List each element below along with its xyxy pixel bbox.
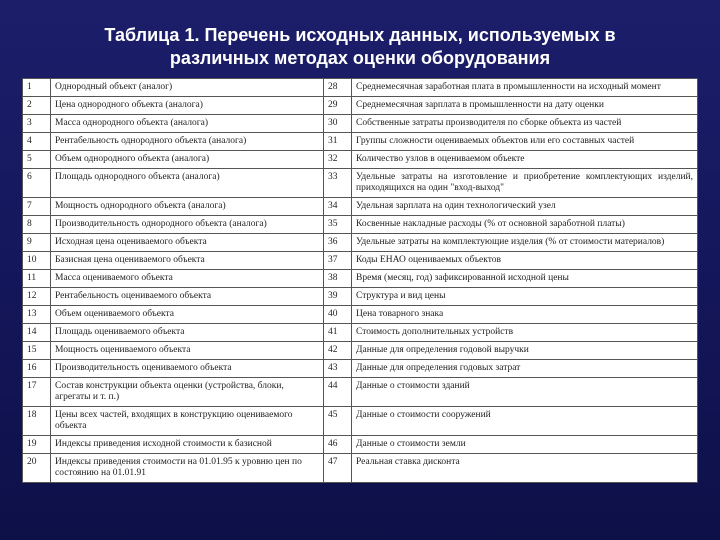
right-row-number: 42: [324, 342, 352, 360]
left-row-number: 9: [23, 234, 51, 252]
left-row-number: 15: [23, 342, 51, 360]
table-row: [23, 270, 698, 288]
left-parameter: Производительность однородного объекта (аналога): [51, 216, 324, 234]
left-row-number: 8: [23, 216, 51, 234]
table-row: [23, 407, 698, 436]
right-parameter: Косвенные накладные расходы (% от основной заработной платы): [352, 216, 698, 234]
left-row-number: 17: [23, 378, 51, 407]
right-parameter: Удельная зарплата на один технологический узел: [352, 198, 698, 216]
left-row-number: 6: [23, 169, 51, 198]
left-row-number: 12: [23, 288, 51, 306]
left-parameter: Базисная цена оцениваемого объекта: [51, 252, 324, 270]
right-parameter: Структура и вид цены: [352, 288, 698, 306]
table-row: [23, 151, 698, 169]
right-parameter: Удельные затраты на изготовление и приобретение комплектующих изделий, приходящихся на один "вход-выход": [352, 169, 698, 198]
table-row: [23, 169, 698, 198]
right-row-number: 39: [324, 288, 352, 306]
right-row-number: 37: [324, 252, 352, 270]
right-parameter: Среднемесячная заработная плата в промышленности на исходный момент: [352, 79, 698, 97]
left-row-number: 16: [23, 360, 51, 378]
left-parameter: Цены всех частей, входящих в конструкцию оцениваемого объекта: [51, 407, 324, 436]
slide-title-line-1: Таблица 1. Перечень исходных данных, используемых в: [104, 25, 616, 45]
table-row: [23, 436, 698, 454]
left-parameter: Индексы приведения стоимости на 01.01.95 к уровню цен по состоянию на 01.01.91: [51, 454, 324, 483]
table-row: [23, 234, 698, 252]
left-parameter: Площадь однородного объекта (аналога): [51, 169, 324, 198]
right-parameter: Данные о стоимости зданий: [352, 378, 698, 407]
left-row-number: 20: [23, 454, 51, 483]
table-row: [23, 198, 698, 216]
left-row-number: 14: [23, 324, 51, 342]
table-row: [23, 454, 698, 483]
right-parameter: Цена товарного знака: [352, 306, 698, 324]
left-parameter: Объем оцениваемого объекта: [51, 306, 324, 324]
left-parameter: Площадь оцениваемого объекта: [51, 324, 324, 342]
left-parameter: Рентабельность однородного объекта (аналога): [51, 133, 324, 151]
left-parameter: Объем однородного объекта (аналога): [51, 151, 324, 169]
table-row: [23, 216, 698, 234]
left-parameter: Мощность однородного объекта (аналога): [51, 198, 324, 216]
table-row: [23, 378, 698, 407]
table-row: [23, 115, 698, 133]
right-parameter: Среднемесячная зарплата в промышленности на дату оценки: [352, 97, 698, 115]
left-parameter: Индексы приведения исходной стоимости к базисной: [51, 436, 324, 454]
left-parameter: Масса оцениваемого объекта: [51, 270, 324, 288]
left-row-number: 18: [23, 407, 51, 436]
right-row-number: 41: [324, 324, 352, 342]
right-parameter: Собственные затраты производителя по сборке объекта из частей: [352, 115, 698, 133]
right-parameter: Данные о стоимости земли: [352, 436, 698, 454]
right-row-number: 47: [324, 454, 352, 483]
left-row-number: 2: [23, 97, 51, 115]
left-row-number: 5: [23, 151, 51, 169]
right-row-number: 33: [324, 169, 352, 198]
right-row-number: 38: [324, 270, 352, 288]
right-row-number: 28: [324, 79, 352, 97]
table-row: [23, 79, 698, 97]
right-row-number: 34: [324, 198, 352, 216]
right-row-number: 32: [324, 151, 352, 169]
right-row-number: 46: [324, 436, 352, 454]
left-row-number: 7: [23, 198, 51, 216]
left-row-number: 4: [23, 133, 51, 151]
left-row-number: 19: [23, 436, 51, 454]
table-row: [23, 324, 698, 342]
table-row: [23, 252, 698, 270]
right-parameter: Данные для определения годовой выручки: [352, 342, 698, 360]
left-parameter: Производительность оцениваемого объекта: [51, 360, 324, 378]
left-row-number: 1: [23, 79, 51, 97]
right-parameter: Группы сложности оцениваемых объектов или его составных частей: [352, 133, 698, 151]
right-row-number: 40: [324, 306, 352, 324]
right-row-number: 44: [324, 378, 352, 407]
right-row-number: 30: [324, 115, 352, 133]
left-parameter: Цена однородного объекта (аналога): [51, 97, 324, 115]
left-row-number: 10: [23, 252, 51, 270]
right-parameter: Данные для определения годовых затрат: [352, 360, 698, 378]
left-parameter: Масса однородного объекта (аналога): [51, 115, 324, 133]
left-parameter: Состав конструкции объекта оценки (устройства, блоки, агрегаты и т. п.): [51, 378, 324, 407]
source-data-table: [22, 78, 698, 483]
left-parameter: Рентабельность оцениваемого объекта: [51, 288, 324, 306]
left-parameter: Исходная цена оцениваемого объекта: [51, 234, 324, 252]
right-parameter: Стоимость дополнительных устройств: [352, 324, 698, 342]
right-row-number: 35: [324, 216, 352, 234]
right-row-number: 36: [324, 234, 352, 252]
table-row: [23, 133, 698, 151]
table-row: [23, 306, 698, 324]
slide-title-line-2: различных методах оценки оборудования: [169, 48, 551, 68]
table-row: [23, 288, 698, 306]
table-row: [23, 342, 698, 360]
table-row: [23, 97, 698, 115]
right-parameter: Данные о стоимости сооружений: [352, 407, 698, 436]
left-row-number: 13: [23, 306, 51, 324]
table-row: [23, 360, 698, 378]
right-row-number: 29: [324, 97, 352, 115]
right-row-number: 43: [324, 360, 352, 378]
right-row-number: 45: [324, 407, 352, 436]
right-parameter: Количество узлов в оцениваемом объекте: [352, 151, 698, 169]
left-row-number: 11: [23, 270, 51, 288]
left-parameter: Мощность оцениваемого объекта: [51, 342, 324, 360]
right-parameter: Время (месяц, год) зафиксированной исходной цены: [352, 270, 698, 288]
right-parameter: Удельные затраты на комплектующие изделия (% от стоимости материалов): [352, 234, 698, 252]
slide-title: [40, 24, 680, 70]
left-parameter: Однородный объект (аналог): [51, 79, 324, 97]
right-parameter: Коды ЕНАО оцениваемых объектов: [352, 252, 698, 270]
right-row-number: 31: [324, 133, 352, 151]
left-row-number: 3: [23, 115, 51, 133]
right-parameter: Реальная ставка дисконта: [352, 454, 698, 483]
